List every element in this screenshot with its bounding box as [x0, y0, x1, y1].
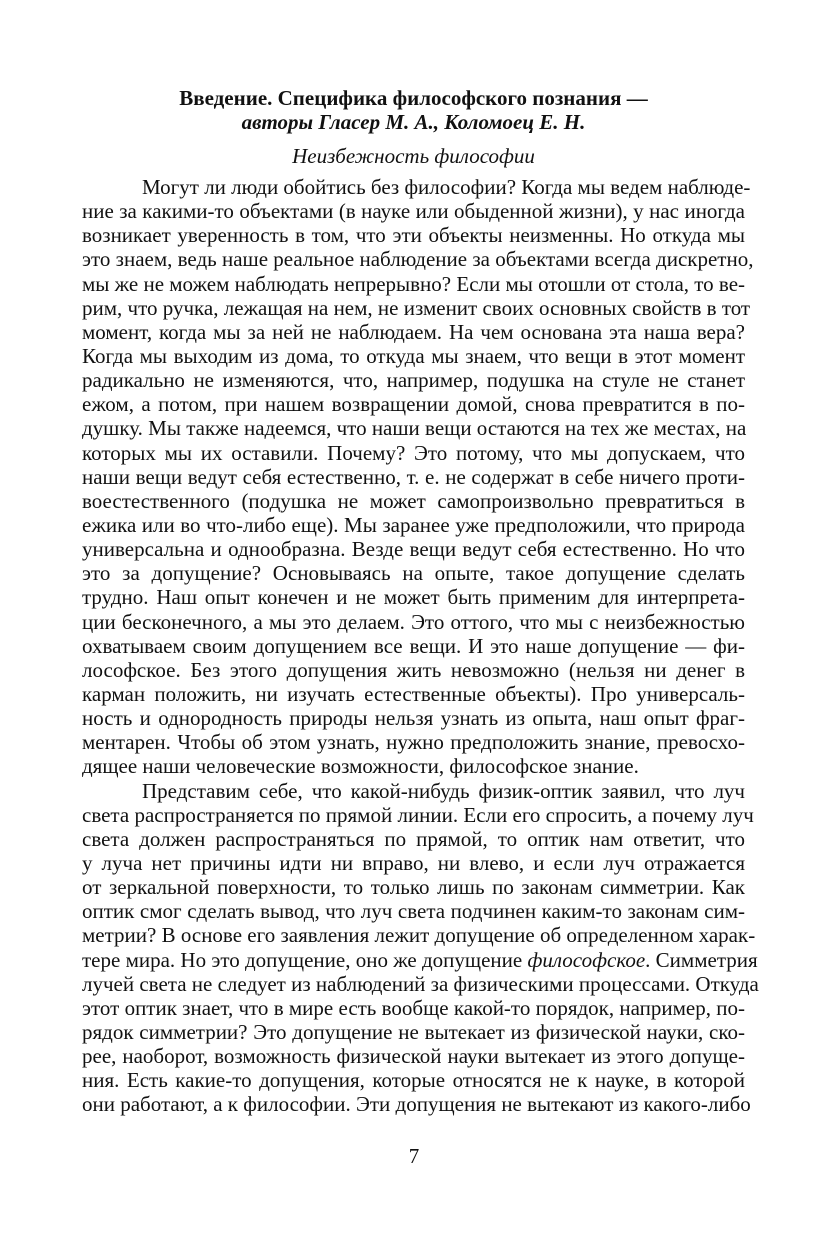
text-line: мы же не можем наблюдать непрерывно? Если мы отошли от стола, то ве-	[82, 271, 746, 296]
section-subtitle: Неизбежность философии	[292, 144, 535, 168]
text-line: метрии? В основе его заявления лежит допущение об определенном харак-	[82, 923, 756, 948]
text-line: лучей света не следует из наблюдений за физическими процессами. Откуда	[82, 971, 759, 996]
text-line: ежом, а потом, при нашем возвращении домой, снова превратится в по-	[82, 392, 745, 417]
paragraph-1	[82, 175, 754, 779]
text-line: это за допущение? Основываясь на опыте, такое допущение сделать	[82, 561, 745, 586]
text-line: света должен распространяться по прямой, то оптик нам ответит, что	[82, 826, 745, 851]
text-line: Когда мы выходим из дома, то откуда мы знаем, что вещи в этот момент	[82, 343, 745, 368]
text-line: рим, что ручка, лежащая на нем, не изменит своих основных свойств в тот	[82, 295, 751, 320]
text-line: универсальна и однообразна. Везде вещи ведут себя естественно. Но что	[82, 537, 745, 562]
text-line: ментарен. Чтобы об этом узнать, нужно предположить знание, превосхо-	[82, 730, 745, 755]
text-line: охватываем своим допущением все вещи. И это наше допущение — фи-	[82, 633, 745, 658]
chapter-title: Введение. Специфика философского познания —	[179, 86, 648, 110]
text-line: ния. Есть какие-то допущения, которые относятся не к науке, в которой	[82, 1068, 745, 1093]
text-line: душку. Мы также надеемся, что наши вещи остаются на тех же местах, на	[82, 416, 747, 441]
text-line: от зеркальной поверхности, то только лишь по законам симметрии. Как	[82, 875, 745, 900]
text-line: ние за какими-то объектами (в науке или обыденной жизни), у нас иногда	[82, 199, 745, 224]
text-line	[82, 947, 758, 972]
chapter-heading	[82, 86, 745, 134]
text-line: ежика или во что-либо еще). Мы заранее уже предположили, что природа	[82, 512, 745, 537]
text-line: рядок симметрии? Это допущение не вытекает из физической науки, ско-	[82, 1019, 745, 1044]
text-line: ции бесконечного, а мы это делаем. Это оттого, что мы с неизбежностью	[82, 609, 745, 634]
body-text	[82, 175, 759, 1117]
text-line: наши вещи ведут себя естественно, т. е. не содержат в себе ничего проти-	[82, 464, 745, 489]
text-line: у луча нет причины идти ни вправо, ни влево, и если луч отражается	[82, 850, 745, 875]
text-line: лософское. Без этого допущения жить невозможно (нельзя ни денег в	[82, 657, 745, 682]
text-line: этот оптик знает, что в мире есть вообще какой-то порядок, например, по-	[82, 995, 745, 1020]
chapter-authors: авторы Гласер М. А., Коломоец Е. Н.	[241, 110, 586, 134]
text-line: они работают, а к философии. Эти допущения не вытекают из какого-либо	[82, 1092, 751, 1117]
text-line: трудно. Наш опыт конечен и не может быть применим для интерпрета-	[82, 585, 745, 610]
text-line: радикально не изменяются, что, например, подушка на стуле не станет	[82, 368, 745, 393]
text-line: это знаем, ведь наше реальное наблюдение за объектами всегда дискретно,	[82, 247, 754, 272]
text-line: которых мы их оставили. Почему? Это потому, что мы допускаем, что	[82, 440, 745, 465]
text-fragment: тере мира. Но это допущение, оно же допущение	[82, 947, 528, 972]
text-line: карман положить, ни изучать естественные объекты). Про универсаль-	[82, 681, 745, 706]
italic-term: философское	[527, 947, 646, 972]
text-line: оптик смог сделать вывод, что луч света подчинен каким-то законам сим-	[82, 899, 745, 924]
page-content	[82, 86, 759, 1117]
text-fragment: . Симметрия	[645, 947, 758, 972]
paragraph-2	[82, 778, 759, 1117]
text-line: рее, наоборот, возможность физической науки вытекает из этого допуще-	[82, 1044, 745, 1069]
text-line: возникает уверенность в том, что эти объекты неизменны. Но откуда мы	[82, 223, 745, 248]
text-line: Могут ли люди обойтись без философии? Когда мы ведем наблюде-	[142, 175, 751, 199]
text-line: момент, когда мы за ней не наблюдаем. На чем основана эта наша вера?	[82, 319, 745, 344]
text-line: дящее наши человеческие возможности, философское знание.	[82, 754, 639, 779]
text-line: ность и однородность природы нельзя узнать из опыта, наш опыт фраг-	[82, 706, 745, 731]
text-line: света распространяется по прямой линии. Если его спросить, а почему луч	[82, 802, 754, 827]
text-line: Представим себе, что какой-нибудь физик-оптик заявил, что луч	[142, 778, 745, 803]
page-number: 7	[408, 1144, 420, 1168]
text-line: воестественного (подушка не может самопроизвольно превратиться в	[82, 488, 745, 513]
